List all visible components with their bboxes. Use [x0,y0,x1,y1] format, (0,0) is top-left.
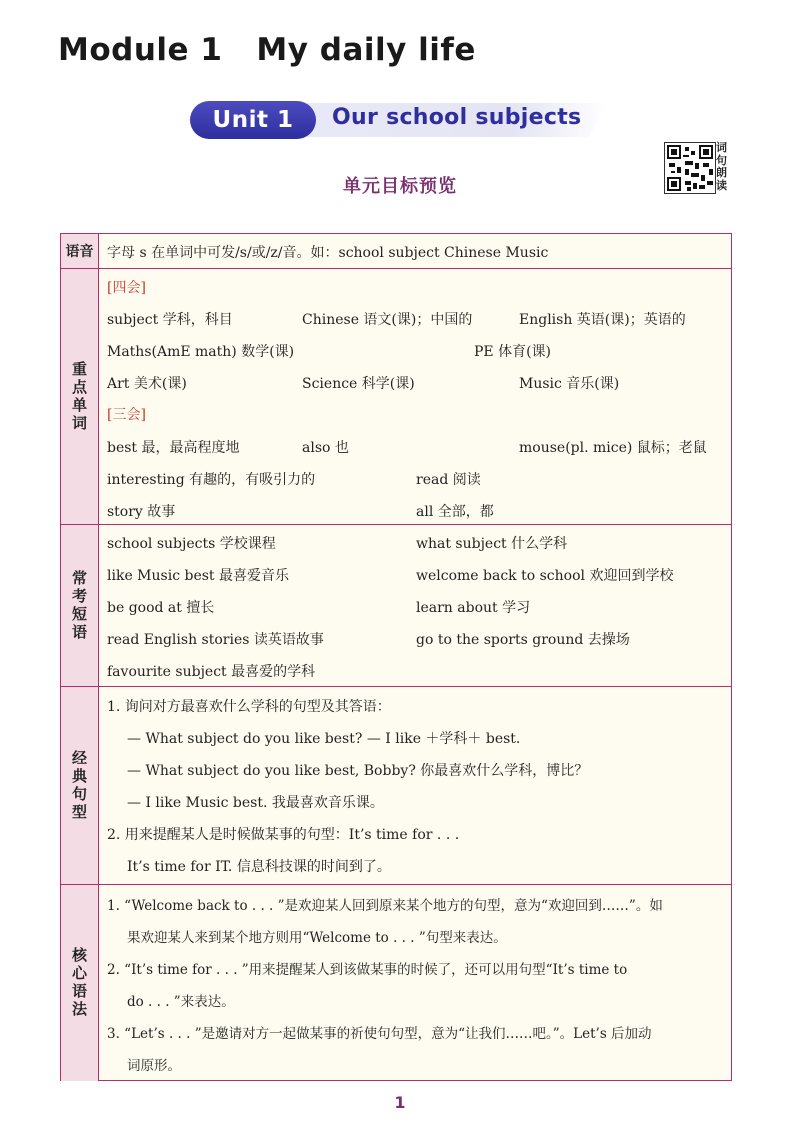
grammar-line: 3. “Let’s . . . ”是邀请对方一起做某事的祈使句句型，意为“让我们……吧。”。Let’s 后加动 [107,1026,652,1042]
row-label: 常考短语 [61,525,99,687]
sentence-line: — What subject do you like best? — I like ＋学科＋ best. [127,731,521,747]
row-sentences [61,686,731,885]
vocab-item: Science 科学(课) [302,376,415,392]
phrase-item: learn about 学习 [416,600,531,616]
vocab-item: best 最，最高程度地 [107,440,240,456]
phrase-item: school subjects 学校课程 [107,536,276,552]
unit-banner [190,101,610,139]
vocab-item: Art 美术(课) [107,376,187,392]
row-vocabulary [61,268,731,525]
vocab-item: read 阅读 [416,472,481,488]
unit-label: Unit 1 [190,101,316,139]
grammar-line: 果欢迎某人来到某个地方则用“Welcome to . . . ”句型来表达。 [127,930,507,946]
phrase-item: what subject 什么学科 [416,536,568,552]
module-label: Module 1 [58,32,223,68]
phrase-item: favourite subject 最喜爱的学科 [107,664,316,680]
tag-four-skills: [四会] [107,280,146,296]
vocab-item: PE 体育(课) [474,344,552,360]
sentence-line: It’s time for IT. 信息科技课的时间到了。 [127,859,391,875]
module-title [58,32,476,68]
vocab-item: English 英语(课)；英语的 [519,312,686,328]
vocab-item: also 也 [302,440,349,456]
grammar-line: do . . . ”来表达。 [127,994,235,1010]
vocab-item: Maths(AmE math) 数学(课) [107,344,295,360]
row-label: 核心语法 [61,885,99,1081]
row-label: 重点单词 [61,269,99,525]
row-label: 语音 [61,234,99,268]
vocab-item: Chinese 语文(课)；中国的 [302,312,473,328]
grammar-line: 2. “It’s time for . . . ”用来提醒某人到该做某事的时候了，还可以用句型“It’s time to [107,962,628,978]
sentence-line: 1. 询问对方最喜欢什么学科的句型及其答语： [107,699,391,715]
sentence-line: — What subject do you like best, Bobby? 你最喜欢什么学科，博比？ [127,763,589,779]
vocab-item: story 故事 [107,504,176,520]
module-name: My daily life [256,32,476,68]
phrase-item: go to the sports ground 去操场 [416,632,630,648]
unit-title: Our school subjects [332,105,582,130]
vocab-item: subject 学科，科目 [107,312,233,328]
tag-three-skills: [三会] [107,407,146,423]
row-grammar [61,884,731,1081]
phrase-item: like Music best 最喜爱音乐 [107,568,289,584]
page-number: 1 [394,1093,406,1112]
row-pronunciation [61,234,731,268]
section-heading: 单元目标预览 [343,176,457,197]
phrase-item: read English stories 读英语故事 [107,632,324,648]
row-phrases [61,524,731,687]
vocab-item: interesting 有趣的，有吸引力的 [107,472,316,488]
sentence-line: — I like Music best. 我最喜欢音乐课。 [127,795,384,811]
pronunciation-text: 字母 s 在单词中可发/s/或/z/音。如：school subject Chinese Music [107,245,549,261]
vocab-item: all 全部，都 [416,504,494,520]
phrase-item: be good at 擅长 [107,600,215,616]
grammar-line: 词原形。 [127,1058,181,1074]
phrase-item: welcome back to school 欢迎回到学校 [416,568,674,584]
row-label: 经典句型 [61,687,99,885]
sentence-line: 2. 用来提醒某人是时候做某事的句型：It’s time for . . . [107,827,460,843]
qr-label: 词句朗读 [716,141,727,192]
unit-overview-table [60,233,732,1081]
vocab-item: Music 音乐(课) [519,376,620,392]
vocab-item: mouse(pl. mice) 鼠标；老鼠 [519,440,707,456]
grammar-line: 1. “Welcome back to . . . ”是欢迎某人回到原来某个地方的句型，意为“欢迎回到……”。如 [107,898,663,914]
